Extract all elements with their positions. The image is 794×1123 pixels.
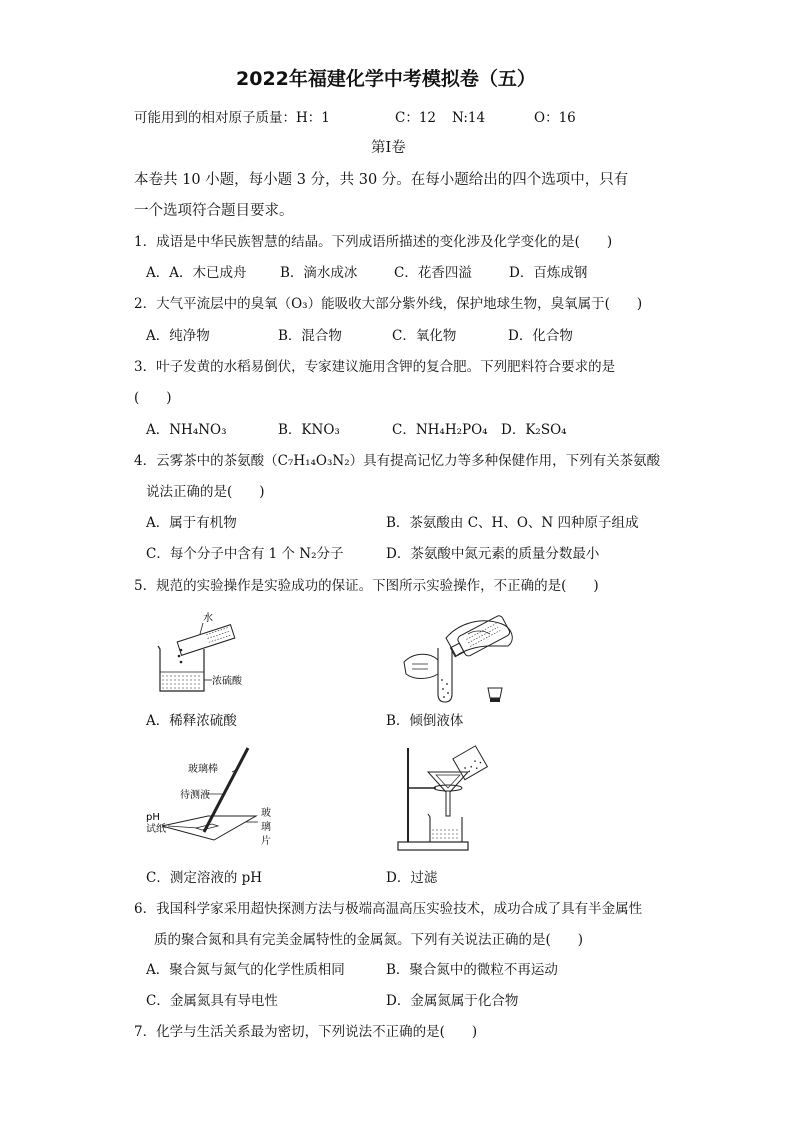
section-title: 第Ⅰ卷 [371, 140, 406, 156]
q2-option-d: D．化合物 [508, 328, 573, 344]
q4-option-c: C．每个分子中含有 1 个 N₂分子 [146, 546, 344, 562]
q1-option-c: C．花香四溢 [394, 265, 472, 281]
q5-stem: 5．规范的实验操作是实验成功的保证。下图所示实验操作，不正确的是( ) [134, 578, 599, 594]
figure-c-glass-label-1: 玻 [261, 808, 271, 819]
figure-c-glass-label-2: 璃 [261, 822, 271, 833]
q4-stem-continued: 说法正确的是( ) [146, 484, 265, 500]
q3-option-b: B．KNO₃ [278, 422, 340, 438]
q6-option-d: D．金属氮属于化合物 [386, 993, 519, 1009]
figure-dilute-acid [148, 608, 248, 698]
atomic-mass-n: N:14 [452, 110, 486, 126]
q4-option-b: B．茶氨酸由 C、H、O、N 四种原子组成 [386, 515, 639, 531]
q3-option-d: D．K₂SO₄ [501, 422, 567, 438]
figure-c-paper-label-2: 试纸 [146, 824, 166, 835]
atomic-mass-label: 可能用到的相对原子质量：H：1 [134, 110, 330, 126]
q5-option-a: A．稀释浓硫酸 [146, 713, 237, 729]
q5-option-c: C．测定溶液的 pH [146, 870, 263, 886]
q4-option-a: A．属于有机物 [146, 515, 237, 531]
q2-option-b: B．混合物 [278, 328, 342, 344]
intro-line-1: 本卷共 10 小题，每小题 3 分，共 30 分。在每小题给出的四个选项中，只有 [134, 172, 629, 188]
q6-stem: 6．我国科学家采用超快探测方法与极端高温高压实验技术，成功合成了具有半金属性 [134, 901, 643, 917]
figure-c-liquid-label: 待测液 [180, 790, 210, 801]
q6-option-b: B．聚合氮中的微粒不再运动 [386, 962, 558, 978]
q6-option-a: A．聚合氮与氮气的化学性质相同 [146, 962, 345, 978]
q3-option-a: A．NH₄NO₃ [146, 422, 227, 438]
q1-option-a: A．A．木已成舟 [146, 265, 247, 281]
q2-option-c: C．氧化物 [392, 328, 457, 344]
q6-option-c: C．金属氮具有导电性 [146, 993, 278, 1009]
figure-a-water-label: 水 [203, 613, 213, 624]
q3-stem-continued: ( ) [134, 390, 172, 406]
atomic-mass-c: C：12 [395, 110, 437, 126]
figure-measure-ph [146, 744, 286, 854]
q6-stem-continued: 质的聚合氮和具有完美金属特性的金属氮。下列有关说法正确的是( ) [154, 932, 584, 948]
q2-stem: 2．大气平流层中的臭氧（O₃）能吸收大部分紫外线，保护地球生物，臭氧属于( ) [134, 296, 643, 312]
page-title: 2022年福建化学中考模拟卷（五） [236, 68, 536, 90]
q7-stem: 7．化学与生活关系最为密切，下列说法不正确的是( ) [134, 1024, 478, 1040]
q5-option-b: B．倾倒液体 [386, 713, 464, 729]
intro-line-2: 一个选项符合题目要求。 [134, 203, 294, 219]
figure-filtration [392, 742, 502, 856]
q4-option-d: D．茶氨酸中氮元素的质量分数最小 [386, 546, 600, 562]
q1-option-b: B．滴水成冰 [280, 265, 358, 281]
q2-option-a: A．纯净物 [146, 328, 210, 344]
q1-stem: 1．成语是中华民族智慧的结晶。下列成语所描述的变化涉及化学变化的是( ) [134, 234, 613, 250]
figure-c-rod-label: 玻璃棒 [188, 764, 218, 775]
figure-a-acid-label: 浓硫酸 [212, 676, 242, 687]
figure-pour-liquid [398, 600, 528, 705]
q3-option-c: C．NH₄H₂PO₄ [392, 422, 488, 438]
q1-option-d: D．百炼成钢 [509, 265, 588, 281]
q3-stem: 3．叶子发黄的水稻易倒伏，专家建议施用含钾的复合肥。下列肥料符合要求的是 [134, 359, 616, 375]
atomic-mass-o: O：16 [534, 110, 576, 126]
figure-c-glass-label-3: 片 [261, 836, 271, 847]
figure-c-paper-label-1: pH [146, 812, 160, 823]
q4-stem: 4．云雾茶中的茶氨酸（C₇H₁₄O₃N₂）具有提高记忆力等多种保健作用，下列有关茶氨酸 [134, 453, 661, 469]
q5-option-d: D．过滤 [386, 870, 438, 886]
